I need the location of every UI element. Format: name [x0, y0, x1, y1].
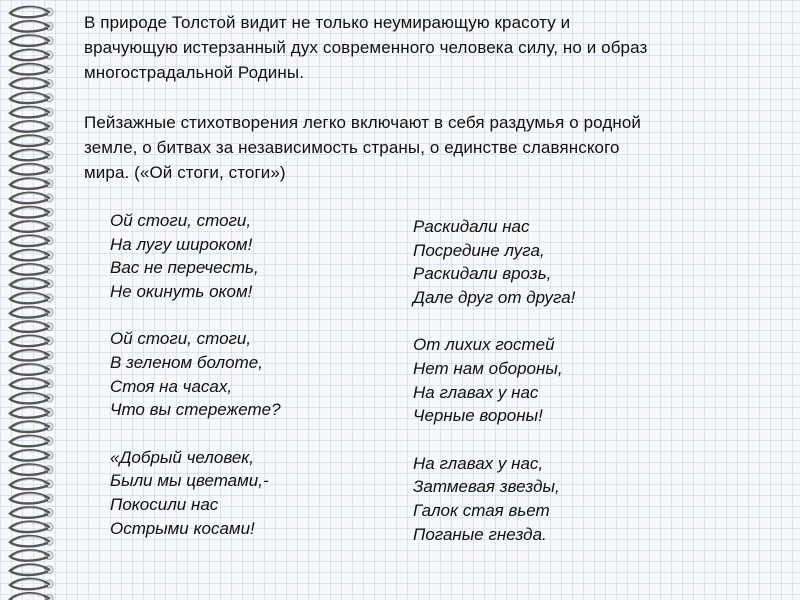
- spiral-ring-icon: [10, 350, 53, 360]
- poem-line: Были мы цветами,-: [110, 471, 269, 491]
- spiral-ring-icon: [10, 565, 53, 575]
- spiral-ring-icon: [10, 550, 53, 560]
- poem-line: Покосили нас: [110, 494, 219, 514]
- spiral-ring-icon: [10, 464, 53, 474]
- intro-paragraph-1-line: В природе Толстой видит не только неумирающую красоту и: [84, 13, 571, 32]
- spiral-ring-icon: [10, 7, 53, 17]
- poem-stanza: [110, 209, 281, 303]
- spiral-ring-icon: [10, 178, 53, 188]
- poem-line: Что вы стережете?: [110, 400, 281, 420]
- spiral-ring-icon: [10, 307, 53, 317]
- spiral-ring-icon: [10, 121, 53, 131]
- spiral-ring-icon: [10, 221, 53, 231]
- poem-left-column: [110, 209, 281, 540]
- poem-line: На лугу широком!: [110, 234, 253, 254]
- poem-line: От лихих гостей: [413, 335, 555, 355]
- spiral-ring-icon: [10, 50, 53, 60]
- intro-paragraph-2-line: Пейзажные стихотворения легко включают в себя раздумья о родной: [84, 113, 642, 132]
- poem-line: В зеленом болоте,: [110, 352, 263, 372]
- poem-line: На главах у нас: [413, 382, 539, 402]
- poem-line: Нет нам обороны,: [413, 358, 563, 378]
- spiral-ring-icon: [10, 164, 53, 174]
- spiral-ring-icon: [10, 279, 53, 289]
- poem-stanza: [413, 452, 575, 546]
- poem-line: Ой стоги, стоги,: [110, 329, 252, 349]
- poem-line: «Добрый человек,: [110, 447, 255, 467]
- spiral-ring-icon: [10, 107, 53, 117]
- poem-stanza: [413, 333, 575, 427]
- notebook-spiral-binding: [0, 0, 62, 600]
- poem-line: Раскидали нас: [413, 217, 530, 236]
- spiral-ring-icon: [10, 93, 53, 103]
- poem-right-column: [413, 215, 575, 546]
- spiral-ring-icon: [10, 78, 53, 88]
- poem-line: Черные вороны!: [413, 406, 543, 426]
- poem-line: На главах у нас,: [413, 453, 544, 473]
- poem-line: Затмевая звезды,: [413, 477, 560, 497]
- spiral-ring-icon: [10, 364, 53, 374]
- spiral-ring-icon: [10, 150, 53, 160]
- spiral-ring-icon: [10, 35, 53, 45]
- spiral-ring-icon: [10, 479, 53, 489]
- spiral-ring-icon: [10, 136, 53, 146]
- poem-stanza: [110, 327, 281, 421]
- spiral-ring-icon: [10, 393, 53, 403]
- spiral-ring-icon: [10, 450, 53, 460]
- spiral-ring-icon: [10, 507, 53, 517]
- spiral-ring-icon: [10, 422, 53, 432]
- intro-paragraph-1: [84, 10, 774, 85]
- poem-stanza: [413, 215, 575, 309]
- spiral-ring-icon: [10, 579, 53, 589]
- intro-paragraph-2: [84, 110, 774, 185]
- poem-line: Посредине луга,: [413, 240, 545, 260]
- spiral-ring-icon: [10, 264, 53, 274]
- poem-stanza: [110, 446, 281, 540]
- poem-line: Ой стоги, стоги,: [110, 211, 252, 230]
- spiral-ring-icon: [10, 21, 53, 31]
- spiral-ring-icon: [10, 407, 53, 417]
- spiral-ring-icon: [10, 493, 53, 503]
- intro-paragraph-1-line: многострадальной Родины.: [84, 63, 305, 82]
- spiral-ring-icon: [10, 250, 53, 260]
- poem-line: Не окинуть оком!: [110, 281, 253, 301]
- spiral-ring-icon: [10, 336, 53, 346]
- spiral-ring-icon: [10, 64, 53, 74]
- poem-line: Острыми косами!: [110, 518, 255, 538]
- spiral-ring-icon: [10, 436, 53, 446]
- spiral-ring-icon: [10, 193, 53, 203]
- spiral-ring-icon: [10, 207, 53, 217]
- poem-line: Галок стая вьет: [413, 500, 550, 520]
- intro-paragraph-2-line: мира. («Ой стоги, стоги»): [84, 163, 286, 182]
- poem-line: Раскидали врозь,: [413, 264, 552, 284]
- intro-paragraph-1-line: врачующую истерзанный дух современного человека силу, но и образ: [84, 38, 648, 57]
- poem-line: Вас не перечесть,: [110, 258, 259, 278]
- spiral-ring-icon: [10, 536, 53, 546]
- spiral-ring-icon: [10, 236, 53, 246]
- spiral-ring-icon: [10, 293, 53, 303]
- spiral-rings-icon: [0, 0, 62, 600]
- spiral-ring-icon: [10, 593, 53, 600]
- spiral-ring-icon: [10, 321, 53, 331]
- spiral-ring-icon: [10, 379, 53, 389]
- spiral-ring-icon: [10, 522, 53, 532]
- poem-line: Стоя на часах,: [110, 376, 233, 396]
- poem-line: Дале друг от друга!: [413, 287, 576, 307]
- poem-line: Поганые гнезда.: [413, 524, 547, 544]
- intro-paragraph-2-line: земле, о битвах за независимость страны, о единстве славянского: [84, 138, 620, 157]
